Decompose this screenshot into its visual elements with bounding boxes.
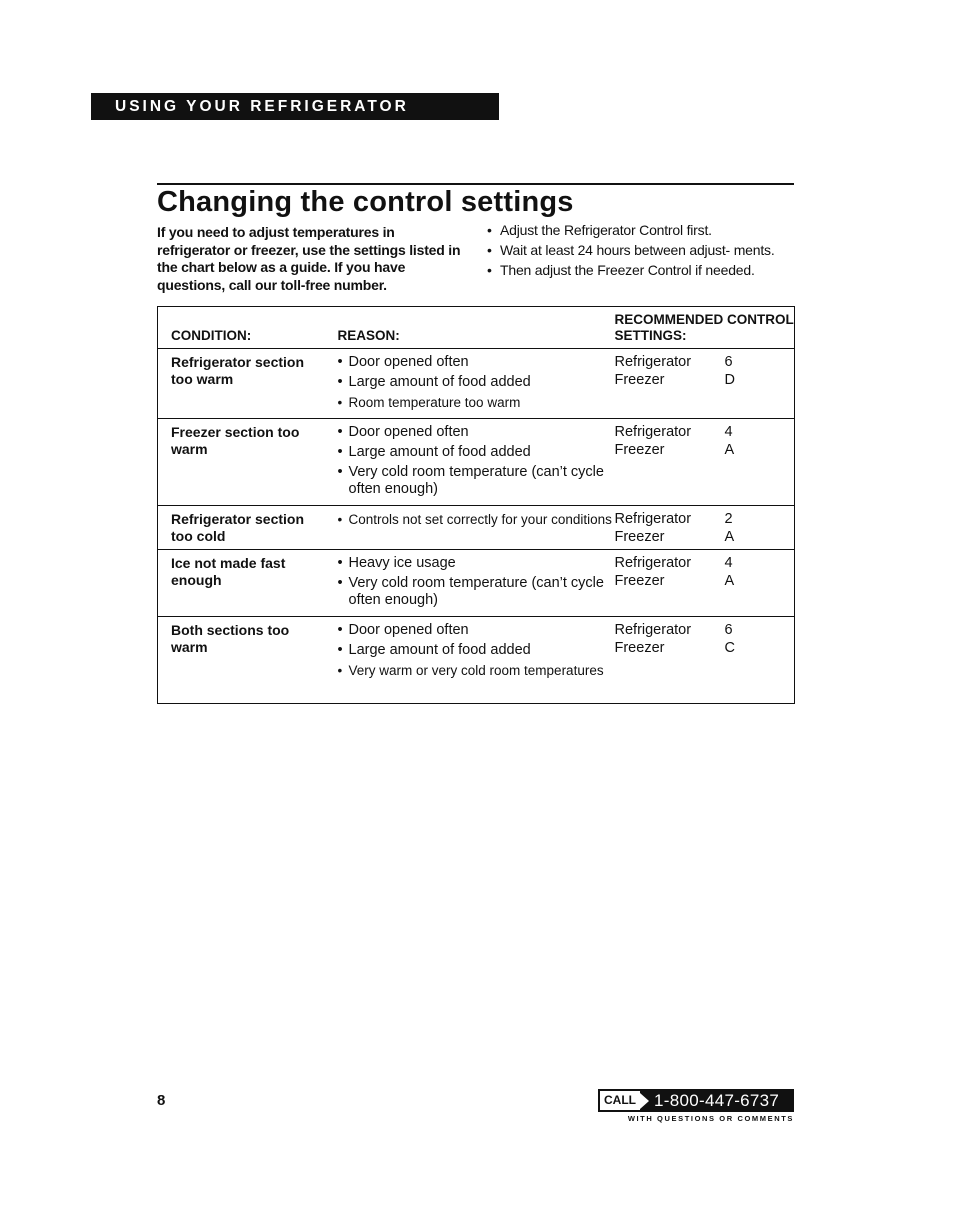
reason-item: • Door opened often [338, 424, 615, 441]
refrigerator-label: Refrigerator [614, 511, 692, 527]
reason-cell [338, 550, 615, 617]
freezer-label: Freezer [614, 572, 665, 589]
reason-item: • Large amount of food added [338, 444, 615, 461]
condition-cell: Ice not made fast enough [171, 555, 286, 588]
reason-item: • Large amount of food added [338, 374, 615, 391]
freezer-label: Freezer [614, 371, 665, 388]
settings-cell [615, 506, 795, 550]
reason-item: • Heavy ice usage [338, 555, 615, 572]
refrigerator-setting: 6 [724, 354, 733, 370]
freezer-setting: A [724, 441, 735, 458]
table-row [158, 550, 795, 617]
refrigerator-label: Refrigerator [614, 622, 692, 638]
table-row [158, 419, 795, 506]
reason-item: • Door opened often [338, 622, 615, 639]
refrigerator-setting: 6 [724, 622, 733, 638]
reason-cell [338, 349, 615, 419]
refrigerator-setting: 4 [724, 424, 733, 440]
header-settings: RECOMMENDED CONTROL SETTINGS: [614, 312, 794, 343]
adjustment-steps [487, 222, 797, 282]
condition-cell: Both sections too warm [171, 622, 290, 655]
refrigerator-label: Refrigerator [614, 555, 692, 571]
step-item: • Adjust the Refrigerator Control first. [487, 222, 797, 239]
condition-cell: Freezer section too warm [171, 424, 300, 457]
reason-item: • Large amount of food added [338, 642, 615, 659]
header-reason: REASON: [337, 328, 400, 343]
settings-cell [615, 349, 795, 419]
title-rule [157, 183, 794, 185]
condition-cell: Refrigerator section too warm [171, 354, 305, 387]
freezer-setting: A [724, 528, 735, 545]
freezer-setting: A [724, 572, 735, 589]
control-settings-table [157, 306, 795, 704]
intro-paragraph: If you need to adjust temperatures in refrigerator or freezer, use the settings listed in the chart below as a guide. If you have questions, call our toll-free number. [157, 224, 461, 293]
reason-cell [338, 617, 615, 704]
table-row [158, 349, 795, 419]
page-title: Changing the control settings [157, 186, 574, 218]
condition-cell: Refrigerator section too cold [171, 511, 305, 544]
table-row [158, 506, 795, 550]
reason-cell [338, 419, 615, 506]
table-header-row [158, 307, 795, 349]
refrigerator-label: Refrigerator [614, 424, 692, 440]
section-banner: USING YOUR REFRIGERATOR [91, 93, 499, 120]
freezer-setting: C [724, 639, 735, 656]
step-item: • Then adjust the Freezer Control if needed. [487, 262, 797, 279]
reason-cell [338, 506, 615, 550]
refrigerator-setting: 4 [724, 555, 733, 571]
table-row [158, 617, 795, 704]
freezer-label: Freezer [614, 639, 665, 656]
freezer-label: Freezer [614, 441, 665, 458]
call-banner [598, 1089, 794, 1112]
reason-item: • Controls not set correctly for your conditions [338, 511, 615, 528]
call-subtext: WITH QUESTIONS OR COMMENTS [627, 1114, 794, 1123]
refrigerator-label: Refrigerator [614, 354, 692, 370]
phone-number: 1-800-447-6737 [654, 1090, 780, 1110]
arrow-icon [640, 1093, 649, 1109]
step-item: • Wait at least 24 hours between adjust- ments. [487, 242, 797, 259]
reason-item: • Room temperature too warm [338, 394, 615, 411]
reason-item: • Very warm or very cold room temperatures [338, 662, 615, 679]
reason-item: • Very cold room temperature (can’t cycle often enough) [338, 464, 615, 498]
settings-cell [615, 550, 795, 617]
reason-item: • Door opened often [338, 354, 615, 371]
page-number: 8 [157, 1092, 166, 1109]
call-tag: CALL [600, 1091, 640, 1110]
settings-cell [615, 617, 795, 704]
freezer-setting: D [724, 371, 735, 388]
settings-cell [615, 419, 795, 506]
refrigerator-setting: 2 [724, 511, 733, 527]
header-condition: CONDITION: [171, 328, 252, 343]
reason-item: • Very cold room temperature (can’t cycle often enough) [338, 575, 615, 609]
freezer-label: Freezer [614, 528, 665, 545]
